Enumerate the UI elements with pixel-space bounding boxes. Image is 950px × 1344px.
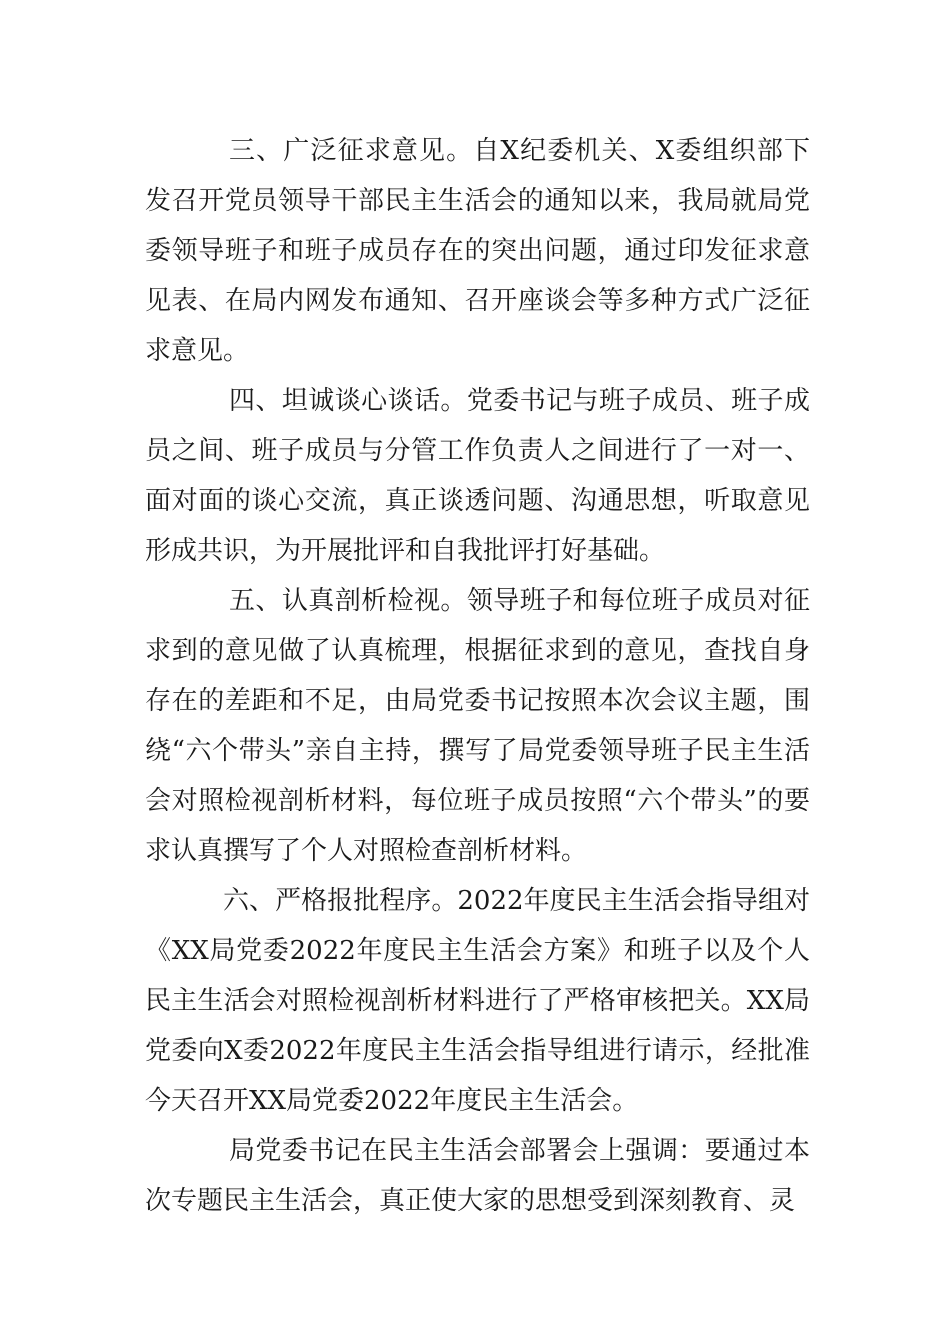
paragraph-self-examination: 五、认真剖析检视。领导班子和每位班子成员对征求到的意见做了认真梳理，根据征求到的意见，查找自身存在的差距和不足，由局党委书记按照本次会议主题，围绕“六个带头”亲自主持，撰写了局党委领导班子民主生活会对照检视剖析材料，每位班子成员按照“六个带头”的要求认真撰写了个人对照检查剖析材料。 [145, 586, 810, 866]
paragraph-solicit-opinions: 三、广泛征求意见。自X纪委机关、X委组织部下发召开党员领导干部民主生活会的通知以来，我局就局党委领导班子和班子成员存在的突出问题，通过印发征求意见表、在局内网发布通知、召开座谈会等多种方式广泛征求意见。 [145, 136, 810, 366]
document-body [145, 126, 810, 1226]
paragraph-approval-procedure: 六、严格报批程序。2022年度民主生活会指导组对《XX局党委2022年度民主生活会方案》和班子以及个人民主生活会对照检视剖析材料进行了严格审核把关。XX局党委向X委2022年度民主生活会指导组进行请示，经批准今天召开XX局党委2022年度民主生活会。 [145, 886, 810, 1116]
paragraph-heart-to-heart-talks: 四、坦诚谈心谈话。党委书记与班子成员、班子成员之间、班子成员与分管工作负责人之间进行了一对一、面对面的谈心交流，真正谈透问题、沟通思想，听取意见形成共识，为开展批评和自我批评打好基础。 [145, 386, 810, 566]
paragraph-secretary-emphasis: 局党委书记在民主生活会部署会上强调：要通过本次专题民主生活会，真正使大家的思想受到深刻教育、灵 [145, 1136, 810, 1216]
